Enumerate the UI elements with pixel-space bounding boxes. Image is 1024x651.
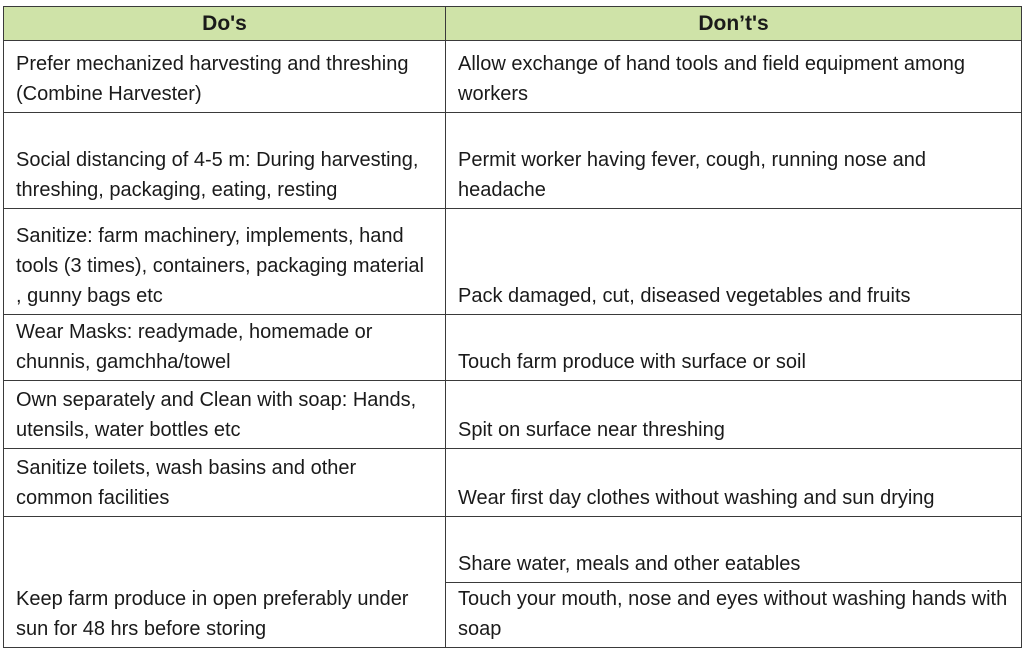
- dont-cell: Allow exchange of hand tools and field equipment among workers: [446, 41, 1022, 113]
- dos-header: Do's: [4, 7, 446, 41]
- table-row: [4, 381, 1022, 449]
- dont-cell: Permit worker having fever, cough, running nose and headache: [446, 113, 1022, 209]
- table-row: [4, 209, 1022, 315]
- do-cell: Sanitize toilets, wash basins and other common facilities: [4, 449, 446, 517]
- dont-cell: Pack damaged, cut, diseased vegetables and fruits: [446, 209, 1022, 315]
- table-row: [4, 315, 1022, 381]
- do-cell: Sanitize: farm machinery, implements, hand tools (3 times), containers, packaging material , gunny bags etc: [4, 209, 446, 315]
- table-row: [4, 41, 1022, 113]
- dont-cell: Spit on surface near threshing: [446, 381, 1022, 449]
- dont-cell: Touch your mouth, nose and eyes without washing hands with soap: [446, 583, 1022, 648]
- do-cell: Social distancing of 4-5 m: During harvesting, threshing, packaging, eating, resting: [4, 113, 446, 209]
- do-cell: Prefer mechanized harvesting and threshing (Combine Harvester): [4, 41, 446, 113]
- dont-cell: Wear first day clothes without washing and sun drying: [446, 449, 1022, 517]
- dont-cell: Touch farm produce with surface or soil: [446, 315, 1022, 381]
- dos-donts-table: [3, 6, 1022, 648]
- table-row: [4, 113, 1022, 209]
- donts-header: Don’t's: [446, 7, 1022, 41]
- do-cell: Wear Masks: readymade, homemade or chunnis, gamchha/towel: [4, 315, 446, 381]
- header-row: [4, 7, 1022, 41]
- dont-cell: Share water, meals and other eatables: [446, 517, 1022, 583]
- table-row: [4, 517, 1022, 583]
- do-cell: Own separately and Clean with soap: Hands, utensils, water bottles etc: [4, 381, 446, 449]
- do-cell: Keep farm produce in open preferably under sun for 48 hrs before storing: [4, 517, 446, 648]
- table-row: [4, 449, 1022, 517]
